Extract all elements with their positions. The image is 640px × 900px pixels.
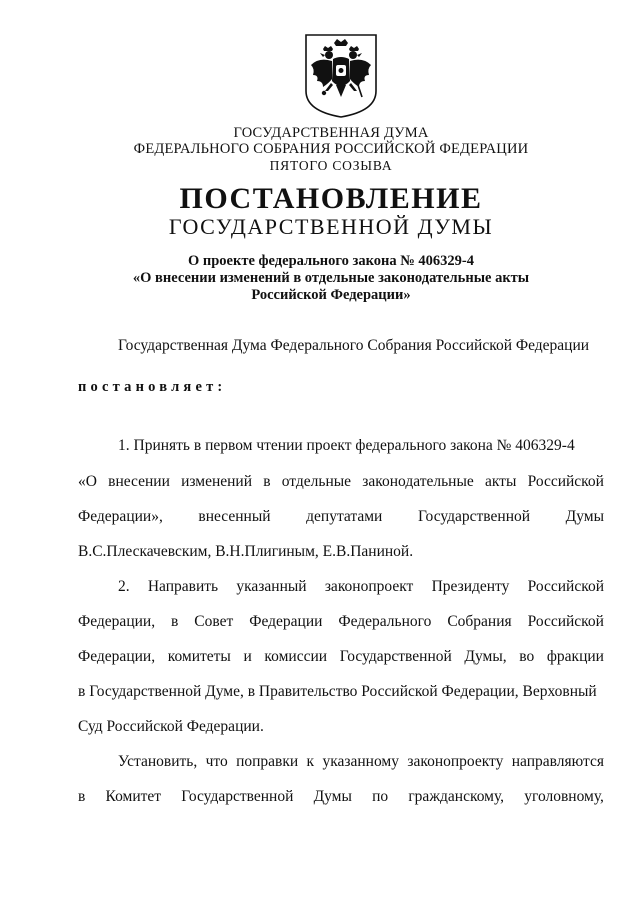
word: Российской: [527, 473, 604, 490]
word: Установить,: [118, 753, 198, 770]
word: Федерации»,: [78, 508, 163, 525]
word: указанный: [236, 578, 307, 595]
item2-line-2: [78, 613, 604, 631]
word: Совет: [194, 613, 234, 630]
item1-line-3: [78, 508, 604, 526]
word: фракции: [546, 648, 604, 665]
org-line-state-duma: ГОСУДАРСТВЕННАЯ ДУМА: [233, 125, 429, 141]
word: изменений: [181, 473, 253, 490]
word: Комитет: [105, 788, 162, 805]
item3-line-1: [118, 753, 604, 771]
word: Российской: [527, 613, 604, 630]
doc-type-title: ПОСТАНОВЛЕНИЕ: [179, 182, 483, 215]
word: что: [205, 753, 228, 770]
word: внесенный: [198, 508, 271, 525]
item2-line-1: [118, 578, 604, 596]
word: законопроекту: [407, 753, 504, 770]
item1-line-1: 1. Принять в первом чтении проект федерального закона № 406329-4: [118, 437, 575, 454]
double-headed-eagle-icon: [303, 33, 379, 119]
item1-line-2: [78, 473, 604, 491]
word: Думы,: [464, 648, 507, 665]
word: «О: [78, 473, 97, 490]
word: Федерации,: [78, 613, 156, 630]
word: Думы: [313, 788, 352, 805]
word: направляются: [511, 753, 604, 770]
subject-line-2: «О внесении изменений в отдельные законодательные акты: [132, 270, 530, 286]
item2-line-3: [78, 648, 604, 666]
word: в: [171, 613, 179, 630]
word: гражданскому,: [408, 788, 505, 805]
item1-line-4: В.С.Плескачевским, В.Н.Плигиным, Е.В.Паниной.: [78, 543, 414, 560]
word: Президенту: [431, 578, 510, 595]
subject-line-3: Российской Федерации»: [251, 287, 411, 303]
word: депутатами: [306, 508, 383, 525]
decree-word: постановляет:: [78, 379, 227, 395]
word: Федерации,: [78, 648, 156, 665]
word: указанному: [322, 753, 399, 770]
word: Государственной: [181, 788, 294, 805]
word: во: [519, 648, 535, 665]
word: 2.: [118, 578, 130, 595]
word: уголовному,: [524, 788, 604, 805]
word: в: [78, 788, 86, 805]
word: Собрания: [447, 613, 512, 630]
item2-line-5: Суд Российской Федерации.: [78, 718, 264, 735]
word: Российской: [527, 578, 604, 595]
word: комитеты: [167, 648, 231, 665]
subject-line-1: О проекте федерального закона № 406329-4: [187, 253, 475, 269]
preamble-line: Государственная Дума Федерального Собрания Российской Федерации: [118, 337, 590, 354]
word: Федерации: [249, 613, 323, 630]
item2-line-4: в Государственной Думе, в Правительство Российской Федерации, Верховный: [78, 683, 597, 700]
word: Думы: [565, 508, 604, 525]
word: Государственной: [417, 508, 531, 525]
word: к: [306, 753, 315, 770]
word: законопроект: [324, 578, 414, 595]
word: комиссии: [264, 648, 328, 665]
doc-issuer-subtitle: ГОСУДАРСТВЕННОЙ ДУМЫ: [168, 214, 494, 239]
word: поправки: [236, 753, 299, 770]
org-line-convocation: ПЯТОГО СОЗЫВА: [269, 158, 393, 173]
word: Федерального: [338, 613, 432, 630]
word: и: [243, 648, 252, 665]
coat-of-arms-emblem: [303, 33, 379, 119]
word: по: [372, 788, 389, 805]
word: внесении: [108, 473, 170, 490]
word: законодательные: [362, 473, 474, 490]
item3-line-2: [78, 788, 604, 806]
word: акты: [484, 473, 517, 490]
word: в: [263, 473, 271, 490]
word: отдельные: [281, 473, 352, 490]
org-line-federal-assembly: ФЕДЕРАЛЬНОГО СОБРАНИЯ РОССИЙСКОЙ ФЕДЕРАЦИИ: [133, 141, 529, 157]
word: Государственной: [339, 648, 452, 665]
word: Направить: [147, 578, 219, 595]
